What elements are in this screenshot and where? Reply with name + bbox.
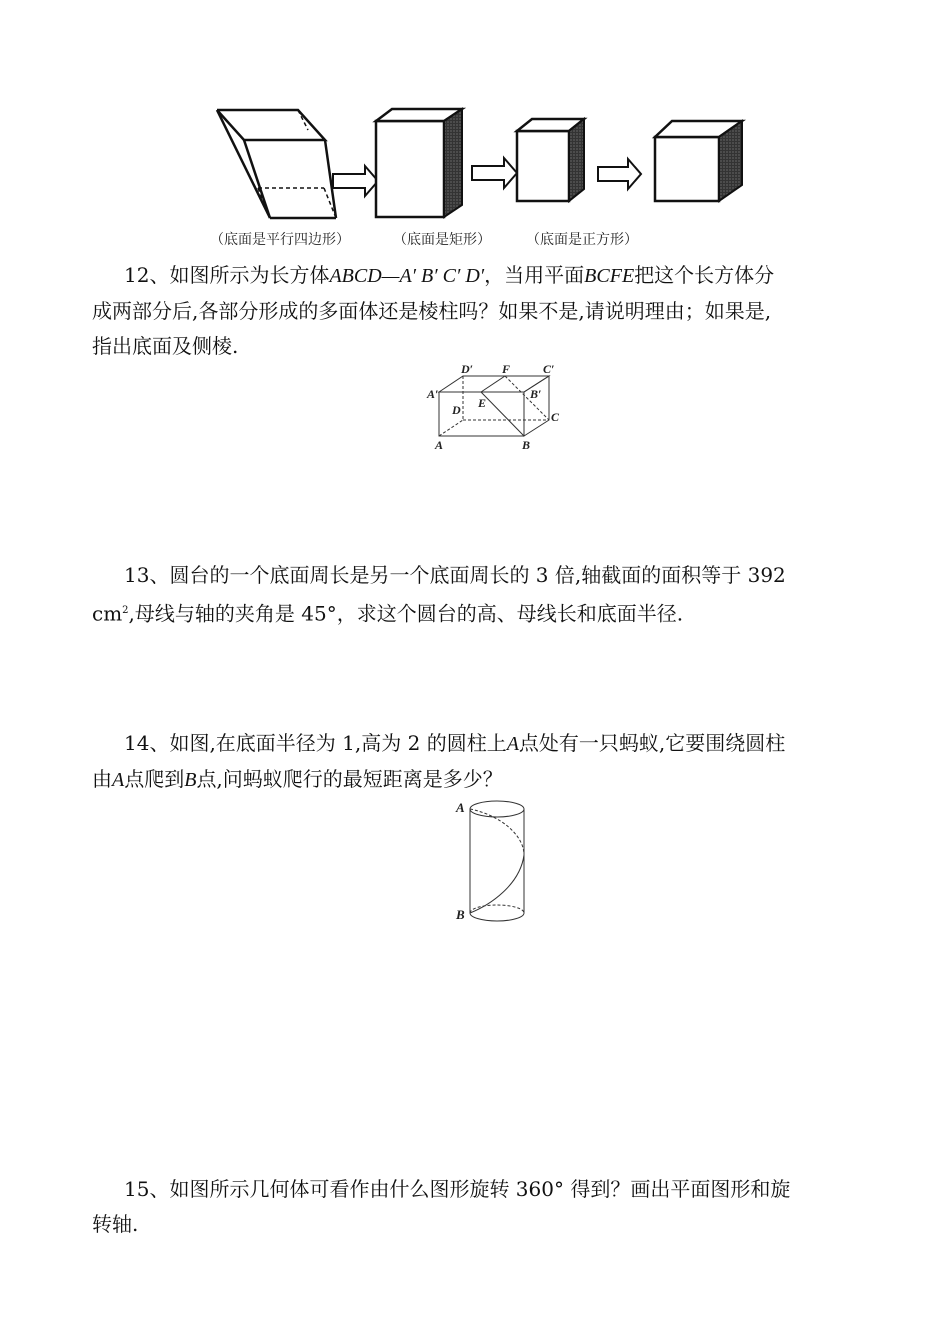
arrow-right-icon (472, 158, 517, 188)
label-d: D (452, 403, 461, 417)
cube (655, 121, 742, 201)
prism-name: ABCD—A′ B′ C′ D′ (329, 265, 485, 287)
caption-rectangle-base: （底面是矩形） (393, 232, 491, 248)
question-15: 15、如图所示几何体可看作由什么图形旋转 360° 得到？画出平面图形和旋 转轴. (92, 1177, 791, 1236)
arrow-right-icon (333, 166, 378, 196)
prism-sequence-figure (210, 100, 760, 225)
label-a: A (456, 800, 465, 815)
square-prism-small (517, 119, 584, 201)
label-a: A (435, 438, 444, 452)
label-c: C (551, 410, 560, 424)
rectangular-prism (376, 109, 462, 217)
question-number: 14、 (124, 731, 170, 755)
question-number: 15、 (124, 1177, 170, 1201)
label-b: B (456, 907, 465, 922)
label-e: E (478, 396, 487, 410)
arrow-right-icon (598, 159, 641, 189)
label-b-prime: B′ (530, 387, 542, 401)
label-d-prime: D′ (461, 362, 474, 376)
label-f: F (502, 362, 511, 376)
label-b: B (522, 438, 531, 452)
question-number: 13、 (124, 563, 170, 587)
question-13: 13、圆台的一个底面周长是另一个底面周长的 3 倍,轴截面的面积等于 392 $cm^2$,母线与轴的夹角是 45°，求这个圆台的高、母线长和底面半径. (92, 563, 786, 626)
cuboid-section-figure (425, 362, 570, 454)
question-number: 12、 (124, 263, 170, 287)
cylinder-figure (450, 795, 535, 930)
question-14: 14、如图,在底面半径为 1,高为 2 的圆柱上A点处有一只蚂蚁,它要围绕圆柱 由A点爬到B点,问蚂蚁爬行的最短距离是多少？ (92, 731, 786, 791)
oblique-prism (217, 110, 336, 218)
label-a-prime: A′ (427, 387, 439, 401)
plane-name: BCFE (584, 265, 635, 287)
caption-square-base: （底面是正方形） (526, 232, 638, 248)
question-12: 12、如图所示为长方体ABCD—A′ B′ C′ D′，当用平面BCFE把这个长方体分 成两部分后,各部分形成的多面体还是棱柱吗？如果不是,请说明理由；如果是, 指出底面及侧棱. (92, 263, 775, 358)
label-c-prime: C′ (543, 362, 555, 376)
caption-parallelogram-base: （底面是平行四边形） (210, 232, 350, 248)
